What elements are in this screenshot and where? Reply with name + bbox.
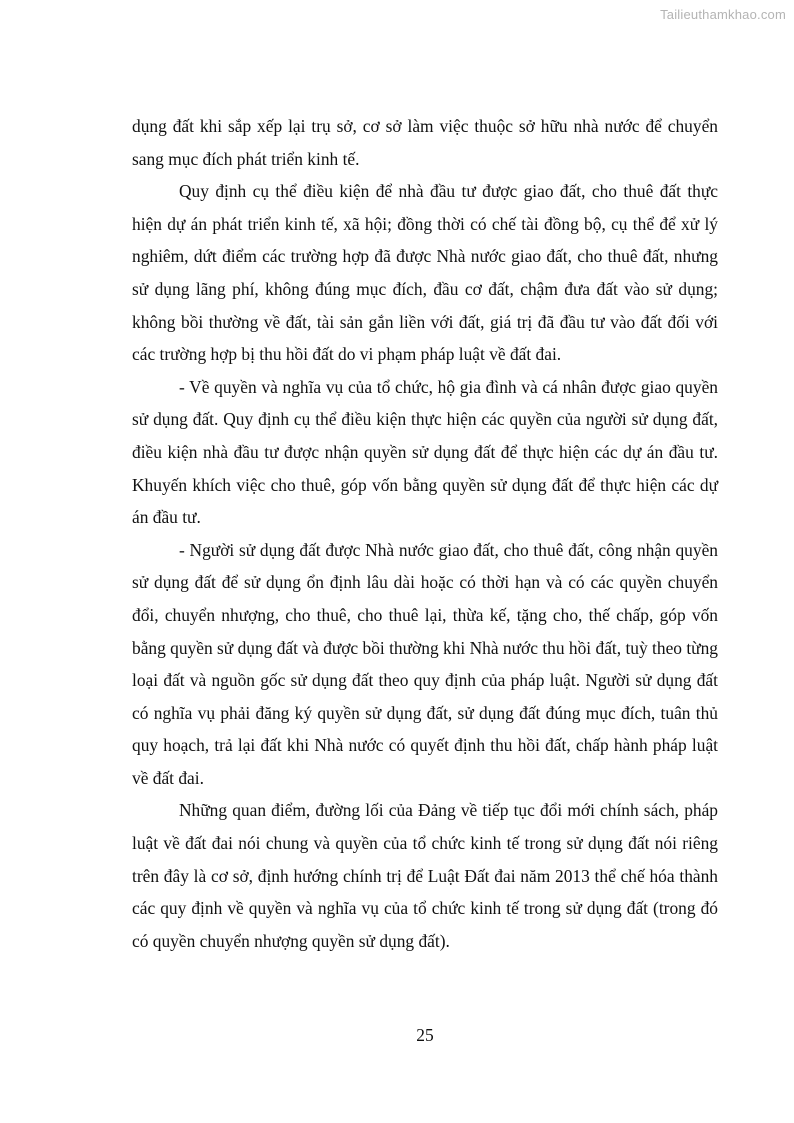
paragraph-4: - Người sử dụng đất được Nhà nước giao đất, cho thuê đất, công nhận quyền sử dụng đất để sử dụng ổn định lâu dài hoặc có thời hạn và có các quyền chuyển đổi, chuyển nhượng, cho thuê, cho thuê lại, thừa kế, tặng cho, thế chấp, góp vốn bằng quyền sử dụng đất và được bồi thường khi Nhà nước thu hồi đất, tuỳ theo từng loại đất và nguồn gốc sử dụng đất theo quy định của pháp luật. Người sử dụng đất có nghĩa vụ phải đăng ký quyền sử dụng đất, sử dụng đất đúng mục đích, tuân thủ quy hoạch, trả lại đất khi Nhà nước có quyết định thu hồi đất, chấp hành pháp luật về đất đai. — [132, 539, 718, 788]
paragraph-2: Quy định cụ thể điều kiện để nhà đầu tư được giao đất, cho thuê đất thực hiện dự án phát triển kinh tế, xã hội; đồng thời có chế tài đồng bộ, cụ thể để xử lý nghiêm, dứt điểm các trường hợp đã được Nhà nước giao đất, cho thuê đất, nhưng sử dụng lãng phí, không đúng mục đích, đầu cơ đất, chậm đưa đất vào sử dụng; không bồi thường về đất, tài sản gắn liền với đất, giá trị đã đầu tư vào đất đối với các trường hợp bị thu hồi đất do vi phạm pháp luật về đất đai. — [132, 181, 718, 365]
paragraph-3: - Về quyền và nghĩa vụ của tổ chức, hộ gia đình và cá nhân được giao quyền sử dụng đất. Quy định cụ thể điều kiện thực hiện các quyền của người sử dụng đất, điều kiện nhà đầu tư được nhận quyền sử dụng đất để thực hiện các dự án đầu tư. Khuyến khích việc cho thuê, góp vốn bằng quyền sử dụng đất để thực hiện các dự án đầu tư. — [132, 376, 718, 528]
body-text — [132, 110, 718, 957]
page-number: 25 — [416, 1025, 434, 1045]
paragraph-5: Những quan điểm, đường lối của Đảng về tiếp tục đổi mới chính sách, pháp luật về đất đai nói chung và quyền của tổ chức kinh tế trong sử dụng đất nói riêng trên đây là cơ sở, định hướng chính trị để Luật Đất đai năm 2013 thể chế hóa thành các quy định về quyền và nghĩa vụ của tổ chức kinh tế trong sử dụng đất (trong đó có quyền chuyển nhượng quyền sử dụng đất). — [132, 800, 718, 951]
paragraph-1: dụng đất khi sắp xếp lại trụ sở, cơ sở làm việc thuộc sở hữu nhà nước để chuyển sang mục đích phát triển kinh tế. — [132, 116, 718, 169]
watermark: Tailieuthamkhao.com — [660, 7, 786, 22]
